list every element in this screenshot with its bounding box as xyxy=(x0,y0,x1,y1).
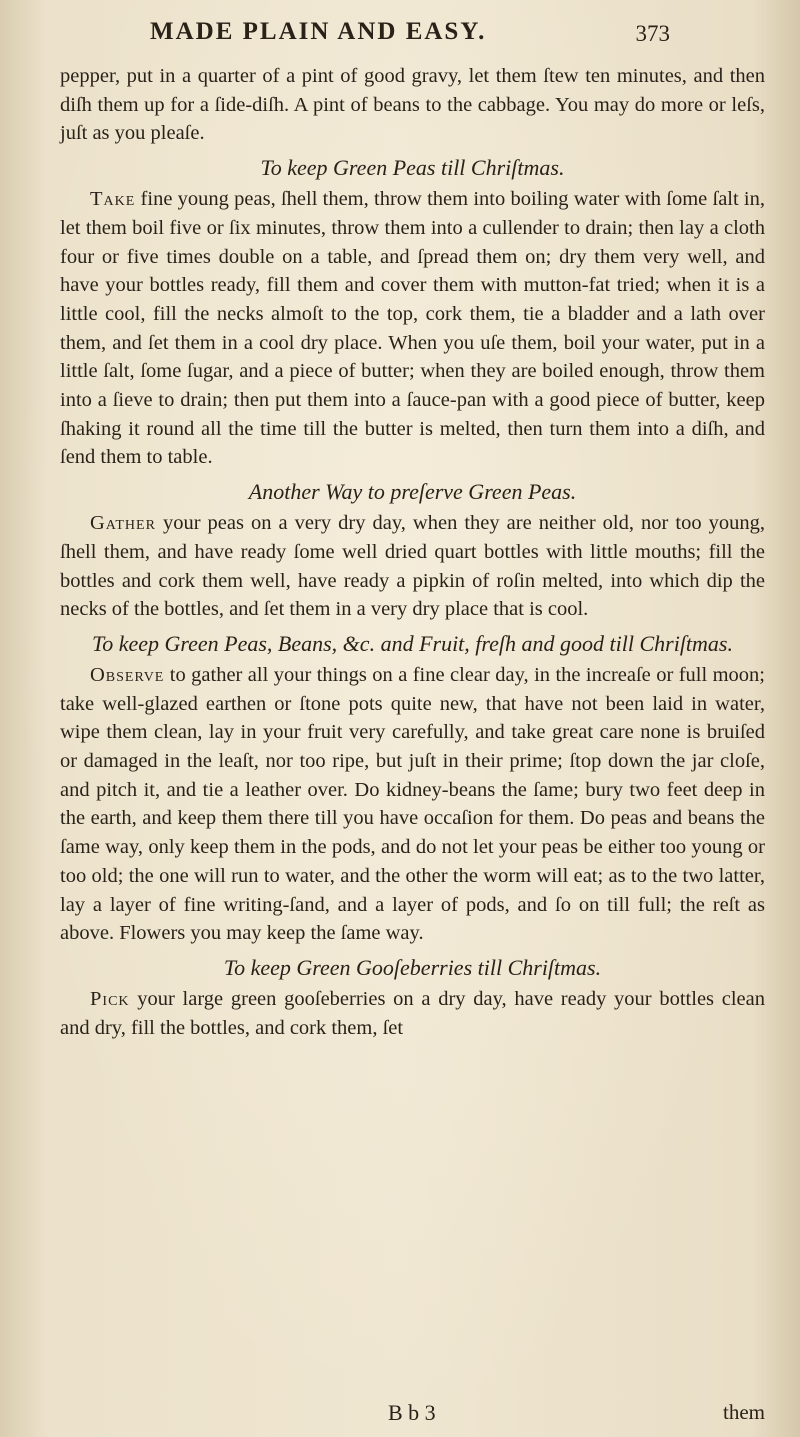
catchword: them xyxy=(723,1400,765,1424)
paragraph-peas-beans-fruit xyxy=(60,661,765,948)
page-text xyxy=(60,62,765,1042)
lead-word: Obſerve xyxy=(90,663,165,686)
paragraph-text: your peas on a very dry day, when they are neither old, nor too young, ſhell them, and have ready ſome well dried quart bottles with little mouths; fill the bottles and cork them well, have ready a pipkin of roſin melted, into which dip the necks of the bottles, and ſet them in a very dry place that is cool. xyxy=(60,512,765,621)
section-heading-green-peas: To keep Green Peas till Chriſtmas. xyxy=(260,155,565,181)
paragraph-text: to gather all your things on a fine clear day, in the increaſe or full moon; take well-glazed earthen or ſtone pots quite new, that have not been laid in water, wipe them clean, lay in your fruit very carefully, and take great care none is bruiſed or damaged in the leaſt, nor too ripe, but juſt in their prime; ſtop down the jar cloſe, and pitch it, and tie a leather over. Do kidney-beans the ſame; bury two feet deep in the earth, and keep them there till you have occaſion for them. Do peas and beans the ſame way, only keep them in the pods, and do not let your peas be either too young or too old; the one will run to water, and the other the worm will eat; as to the two latter, lay a layer of fine writing-ſand, and a layer of pods, and ſo on till full; the reſt as above. Flowers you may keep the ſame way. xyxy=(60,663,765,945)
page-number: 373 xyxy=(635,21,670,46)
running-header xyxy=(150,18,670,54)
section-heading-peas-beans-fruit: To keep Green Peas, Beans, &c. and Fruit, freſh and good till Chriſtmas. xyxy=(91,630,733,656)
lead-word: Pick xyxy=(90,987,130,1010)
lead-word: Gather xyxy=(90,512,156,535)
running-title: MADE PLAIN AND EASY. xyxy=(150,18,487,45)
paragraph-text: fine young peas, ſhell them, throw them into boiling water with ſome ſalt in, let them boil five or ſix minutes, throw them into a cullender to drain; then lay a cloth four or five times double on a table, and ſpread them on; dry them very well, and have your bottles ready, fill them and cover them with mutton-fat tried; when it is a little cool, fill the necks almoſt to the top, cork them, tie a bladder and a lath over them, and ſet them in a cool dry place. When you uſe them, boil your water, put in a little ſalt, ſome ſugar, and a piece of butter; when they are boiled enough, throw them into a ſieve to drain; then put them into a ſauce-pan with a good piece of butter, keep ſhaking it round all the time till the butter is melted, then turn them into a diſh, and ſend them to table. xyxy=(60,188,765,469)
paragraph-another-way xyxy=(60,509,765,624)
page-footer xyxy=(60,1400,765,1430)
paragraph-green-peas xyxy=(60,185,765,472)
lead-word: Take xyxy=(90,188,136,211)
paragraph-text: your large green gooſeberries on a dry day, have ready your bottles clean and dry, fill the bottles, and cork them, ſet xyxy=(60,987,765,1039)
section-heading-gooseberries: To keep Green Gooſeberries till Chriſtmas. xyxy=(223,954,602,980)
section-heading-another-way: Another Way to preſerve Green Peas. xyxy=(248,479,577,505)
paragraph-continued: pepper, put in a quarter of a pint of good gravy, let them ſtew ten minutes, and then diſh them up for a ſide-diſh. A pint of beans to the cabbage. You may do more or leſs, juſt as you pleaſe. xyxy=(60,65,765,145)
signature-mark: B b 3 xyxy=(388,1400,436,1425)
paragraph-gooseberries xyxy=(60,985,765,1042)
